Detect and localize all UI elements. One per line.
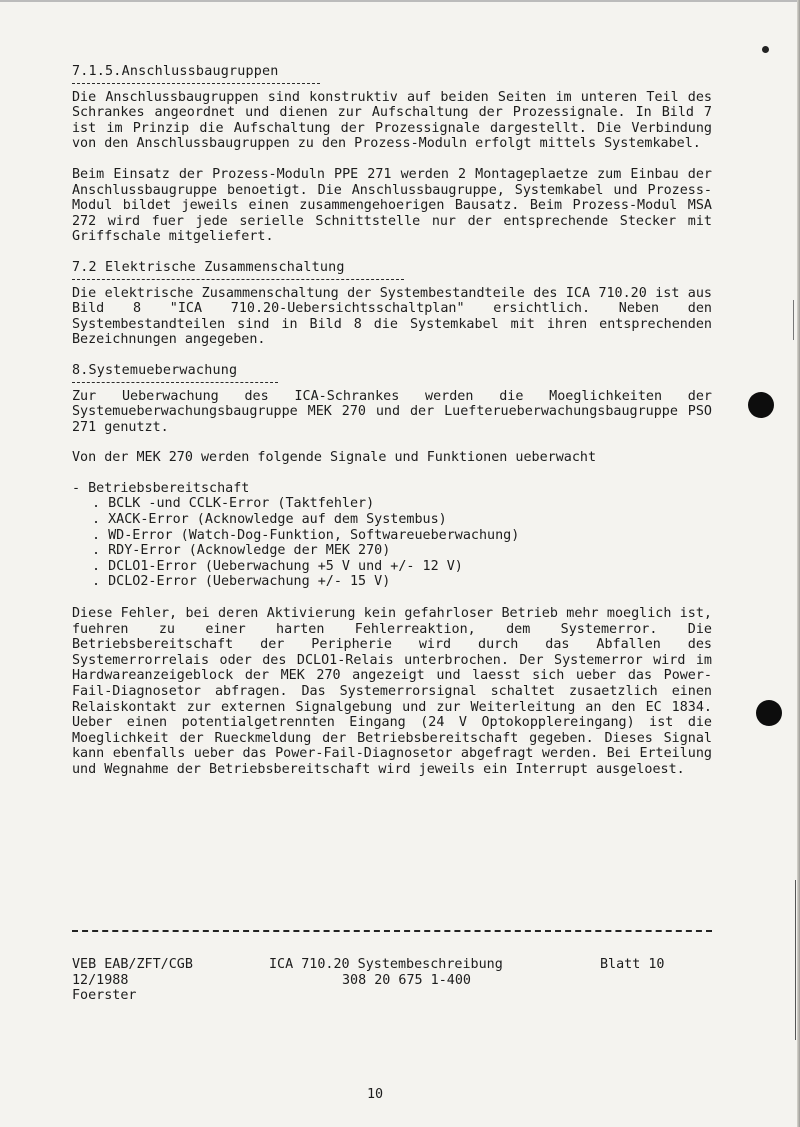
list-item: . DCLO1-Error (Ueberwachung +5 V und +/- 12 V) — [92, 559, 712, 575]
section-7-1-5 — [72, 64, 712, 245]
scan-mark — [793, 300, 794, 340]
list-item: . XACK-Error (Acknowledge auf dem Systembus) — [92, 512, 712, 528]
punch-hole — [748, 392, 774, 418]
scan-speck — [762, 46, 769, 53]
footer-doc-title: ICA 710.20 Systembeschreibung — [269, 957, 503, 972]
scan-mark — [795, 880, 796, 1040]
list-item: . DCLO2-Error (Ueberwachung +/- 15 V) — [92, 574, 712, 590]
page-number: 10 — [366, 1087, 384, 1102]
footer-org: VEB EAB/ZFT/CGB — [72, 957, 193, 972]
section-heading: 7.2 Elektrische Zusammenschaltung — [72, 259, 345, 275]
list-item: . WD-Error (Watch-Dog-Funktion, Softwareueberwachung) — [92, 528, 712, 544]
heading-underline — [72, 83, 320, 84]
paragraph: Zur Ueberwachung des ICA-Schrankes werden die Moeglichkeiten der Systemueberwachungsbaugruppe MEK 270 und der Luefterueberwachungsbaugruppe PSO 271 genutzt. — [72, 388, 712, 435]
footer-divider — [72, 930, 712, 932]
paragraph: Diese Fehler, bei deren Aktivierung kein gefahrloser Betrieb mehr moeglich ist, fuehren zu einer harten Fehlerreaktion, dem Systemerror. Die Betriebsbereitschaft der Peripherie wird durch das Abfallen des Systemerrorrelais oder des DCLO1-Relais unterbrochen. Der Systemerror wird im Hardwareanzeigeblock der MEK 270 angezeigt und laesst sich ueber das Power-Fail-Diagnosetor abfragen. Das Systemerrorsignal schaltet zusaetzlich einen Relaiskontakt zur externen Signalgebung und zur Weiterleitung an den EC 1834. Ueber einen potentialgetrennten Eingang (24 V Optokopplereingang) ist die Moeglichkeit der Rueckmeldung der Betriebsbereitschaft gegeben. Dieses Signal kann ebenfalls ueber das Power-Fail-Diagnosetor abgefragt werden. Bei Erteilung und Wegnahme der Betriebsbereitschaft wird jeweils ein Interrupt ausgeloest. — [72, 606, 712, 777]
paragraph: Die Anschlussbaugruppen sind konstruktiv auf beiden Seiten im unteren Teil des Schrankes angeordnet und dienen zur Aufschaltung der Prozessignale. In Bild 7 ist im Prinzip die Aufschaltung der Prozessignale dargestellt. Die Verbindung von den Anschlussbaugruppen zu den Prozess-Moduln erfolgt mittels Systemkabel. — [72, 89, 712, 152]
paragraph: Beim Einsatz der Prozess-Moduln PPE 271 werden 2 Montageplaetze zum Einbau der Anschlussbaugruppe benoetigt. Die Anschlussbaugruppe, Systemkabel und Prozess-Modul bildet jeweils einen zusammengehoerigen Bausatz. Beim Prozess-Modul MSA 272 wird fuer jede serielle Schnittstelle nur der entsprechende Stecker mit Griffschale mitgeliefert. — [72, 166, 712, 245]
document-footer — [72, 957, 712, 1004]
list-heading: - Betriebsbereitschaft — [72, 480, 250, 496]
section-7-2 — [72, 260, 712, 348]
punch-hole — [756, 700, 782, 726]
footer-date: 12/1988 — [72, 972, 129, 988]
paragraph: Die elektrische Zusammenschaltung der Systembestandteile des ICA 710.20 ist aus Bild 8 "ICA 710.20-Uebersichtsschaltplan" ersichtlich. Neben den Systembestandteilen sind in Bild 8 die Systemkabel mit ihren entsprechenden Bezeichnungen angegeben. — [72, 285, 712, 348]
footer-doc-number: 308 20 675 1-400 — [342, 972, 471, 988]
heading-underline — [72, 279, 404, 280]
list-item: . RDY-Error (Acknowledge der MEK 270) — [92, 543, 712, 559]
footer-sheet: Blatt 10 — [600, 957, 665, 972]
scan-top-edge — [0, 0, 800, 2]
heading-underline — [72, 382, 278, 383]
section-heading: 7.1.5.Anschlussbaugruppen — [72, 64, 279, 79]
section-8 — [72, 363, 712, 778]
document-body — [72, 64, 712, 793]
section-heading: 8.Systemueberwachung — [72, 362, 238, 378]
footer-author: Foerster — [72, 988, 137, 1004]
list-item: . BCLK -und CCLK-Error (Taktfehler) — [92, 496, 712, 512]
error-list — [72, 496, 712, 590]
paragraph: Von der MEK 270 werden folgende Signale und Funktionen ueberwacht — [72, 450, 597, 466]
